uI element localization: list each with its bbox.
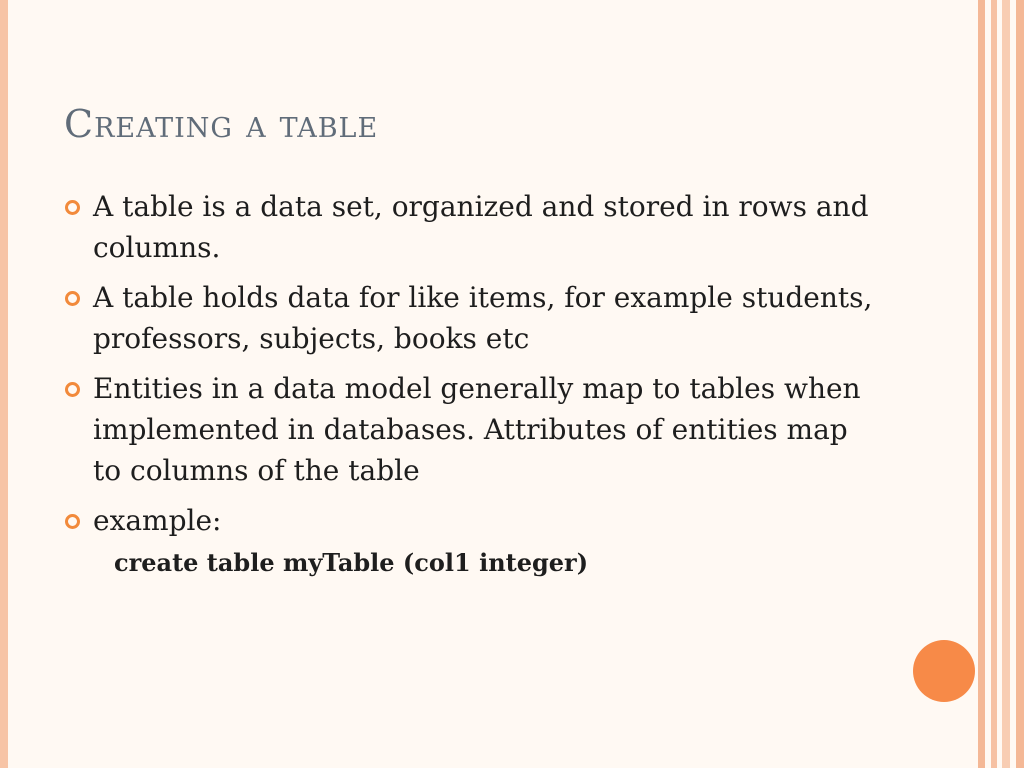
stripe-4: [1016, 0, 1024, 768]
stripe-3: [1002, 0, 1010, 768]
bullet-item: [62, 500, 882, 541]
bullet-text: example:: [93, 504, 222, 537]
code-example: create table myTable (col1 integer): [114, 548, 589, 577]
bullet-text: Entities in a data model generally map to tables when implemented in databases. Attributes of entities map to columns of the table: [93, 372, 861, 487]
ring-bullet-icon: [65, 382, 80, 397]
stripe-2: [991, 0, 997, 768]
bullet-item: [62, 368, 882, 491]
ring-bullet-icon: [65, 200, 80, 215]
right-decorative-stripes: [978, 0, 1024, 768]
ring-bullet-icon: [65, 514, 80, 529]
ring-bullet-icon: [65, 291, 80, 306]
orange-circle-icon: [913, 640, 975, 702]
bullet-text: A table is a data set, organized and stored in rows and columns.: [93, 190, 869, 264]
bullet-text: A table holds data for like items, for example students, professors, subjects, books etc: [93, 281, 873, 355]
slide-title: Creating a table: [64, 102, 379, 146]
bullet-item: [62, 277, 882, 359]
stripe-1: [978, 0, 985, 768]
left-border-stripe: [0, 0, 8, 768]
bullet-list: [62, 186, 882, 550]
bullet-item: [62, 186, 882, 268]
